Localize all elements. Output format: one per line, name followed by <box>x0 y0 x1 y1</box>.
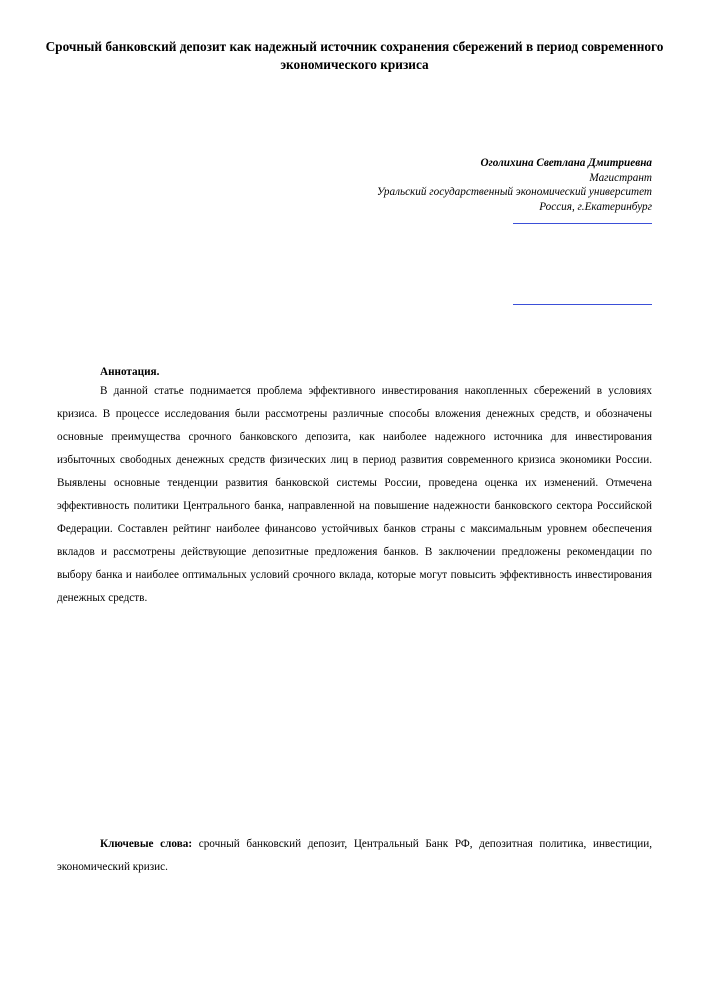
author-position: Магистрант <box>589 171 652 184</box>
blue-rule-lower <box>513 304 652 305</box>
author-location: Россия, г.Екатеринбург <box>539 200 652 213</box>
keywords-label: Ключевые слова: <box>100 838 193 850</box>
author-affiliation: Уральский государственный экономический университет <box>376 186 652 198</box>
keywords-text: срочный банковский депозит, Центральный Банк РФ, депозитная политика, инвестиции, экономический кризис. <box>57 838 652 873</box>
blue-rule-upper <box>513 223 652 224</box>
author-name: Оголихина Светлана Дмитриевна <box>480 157 652 169</box>
document-title: Срочный банковский депозит как надежный источник сохранения сбережений в период современного экономического кризиса <box>45 39 664 72</box>
abstract-heading: Аннотация. <box>100 366 160 378</box>
author-block <box>377 156 652 214</box>
keywords-paragraph <box>57 833 652 879</box>
abstract-text: В данной статье поднимается проблема эффективного инвестирования накопленных сбережений в условиях кризиса. В процессе исследования были рассмотрены различные способы вложения денежных средств, и обозначены основные преимущества срочного банковского депозита, как наиболее надежного источника для инвестирования избыточных свободных денежных средств физических лиц в период развития современного кризиса экономики России. Выявлены основные тенденции развития банковской системы России, проведена оценка их изменений. Отмечена эффективность политики Центрального банка, направленной на повышение надежности банковского сектора Российской Федерации. Составлен рейтинг наиболее финансово устойчивых банков страны с максимальным уровнем обеспечения вкладов и рассмотрены действующие депозитные предложения банков. В заключении предложены рекомендации по выбору банка и наиболее оптимальных условий срочного вклада, которые могут повысить эффективность инвестирования денежных средств. <box>57 385 652 604</box>
